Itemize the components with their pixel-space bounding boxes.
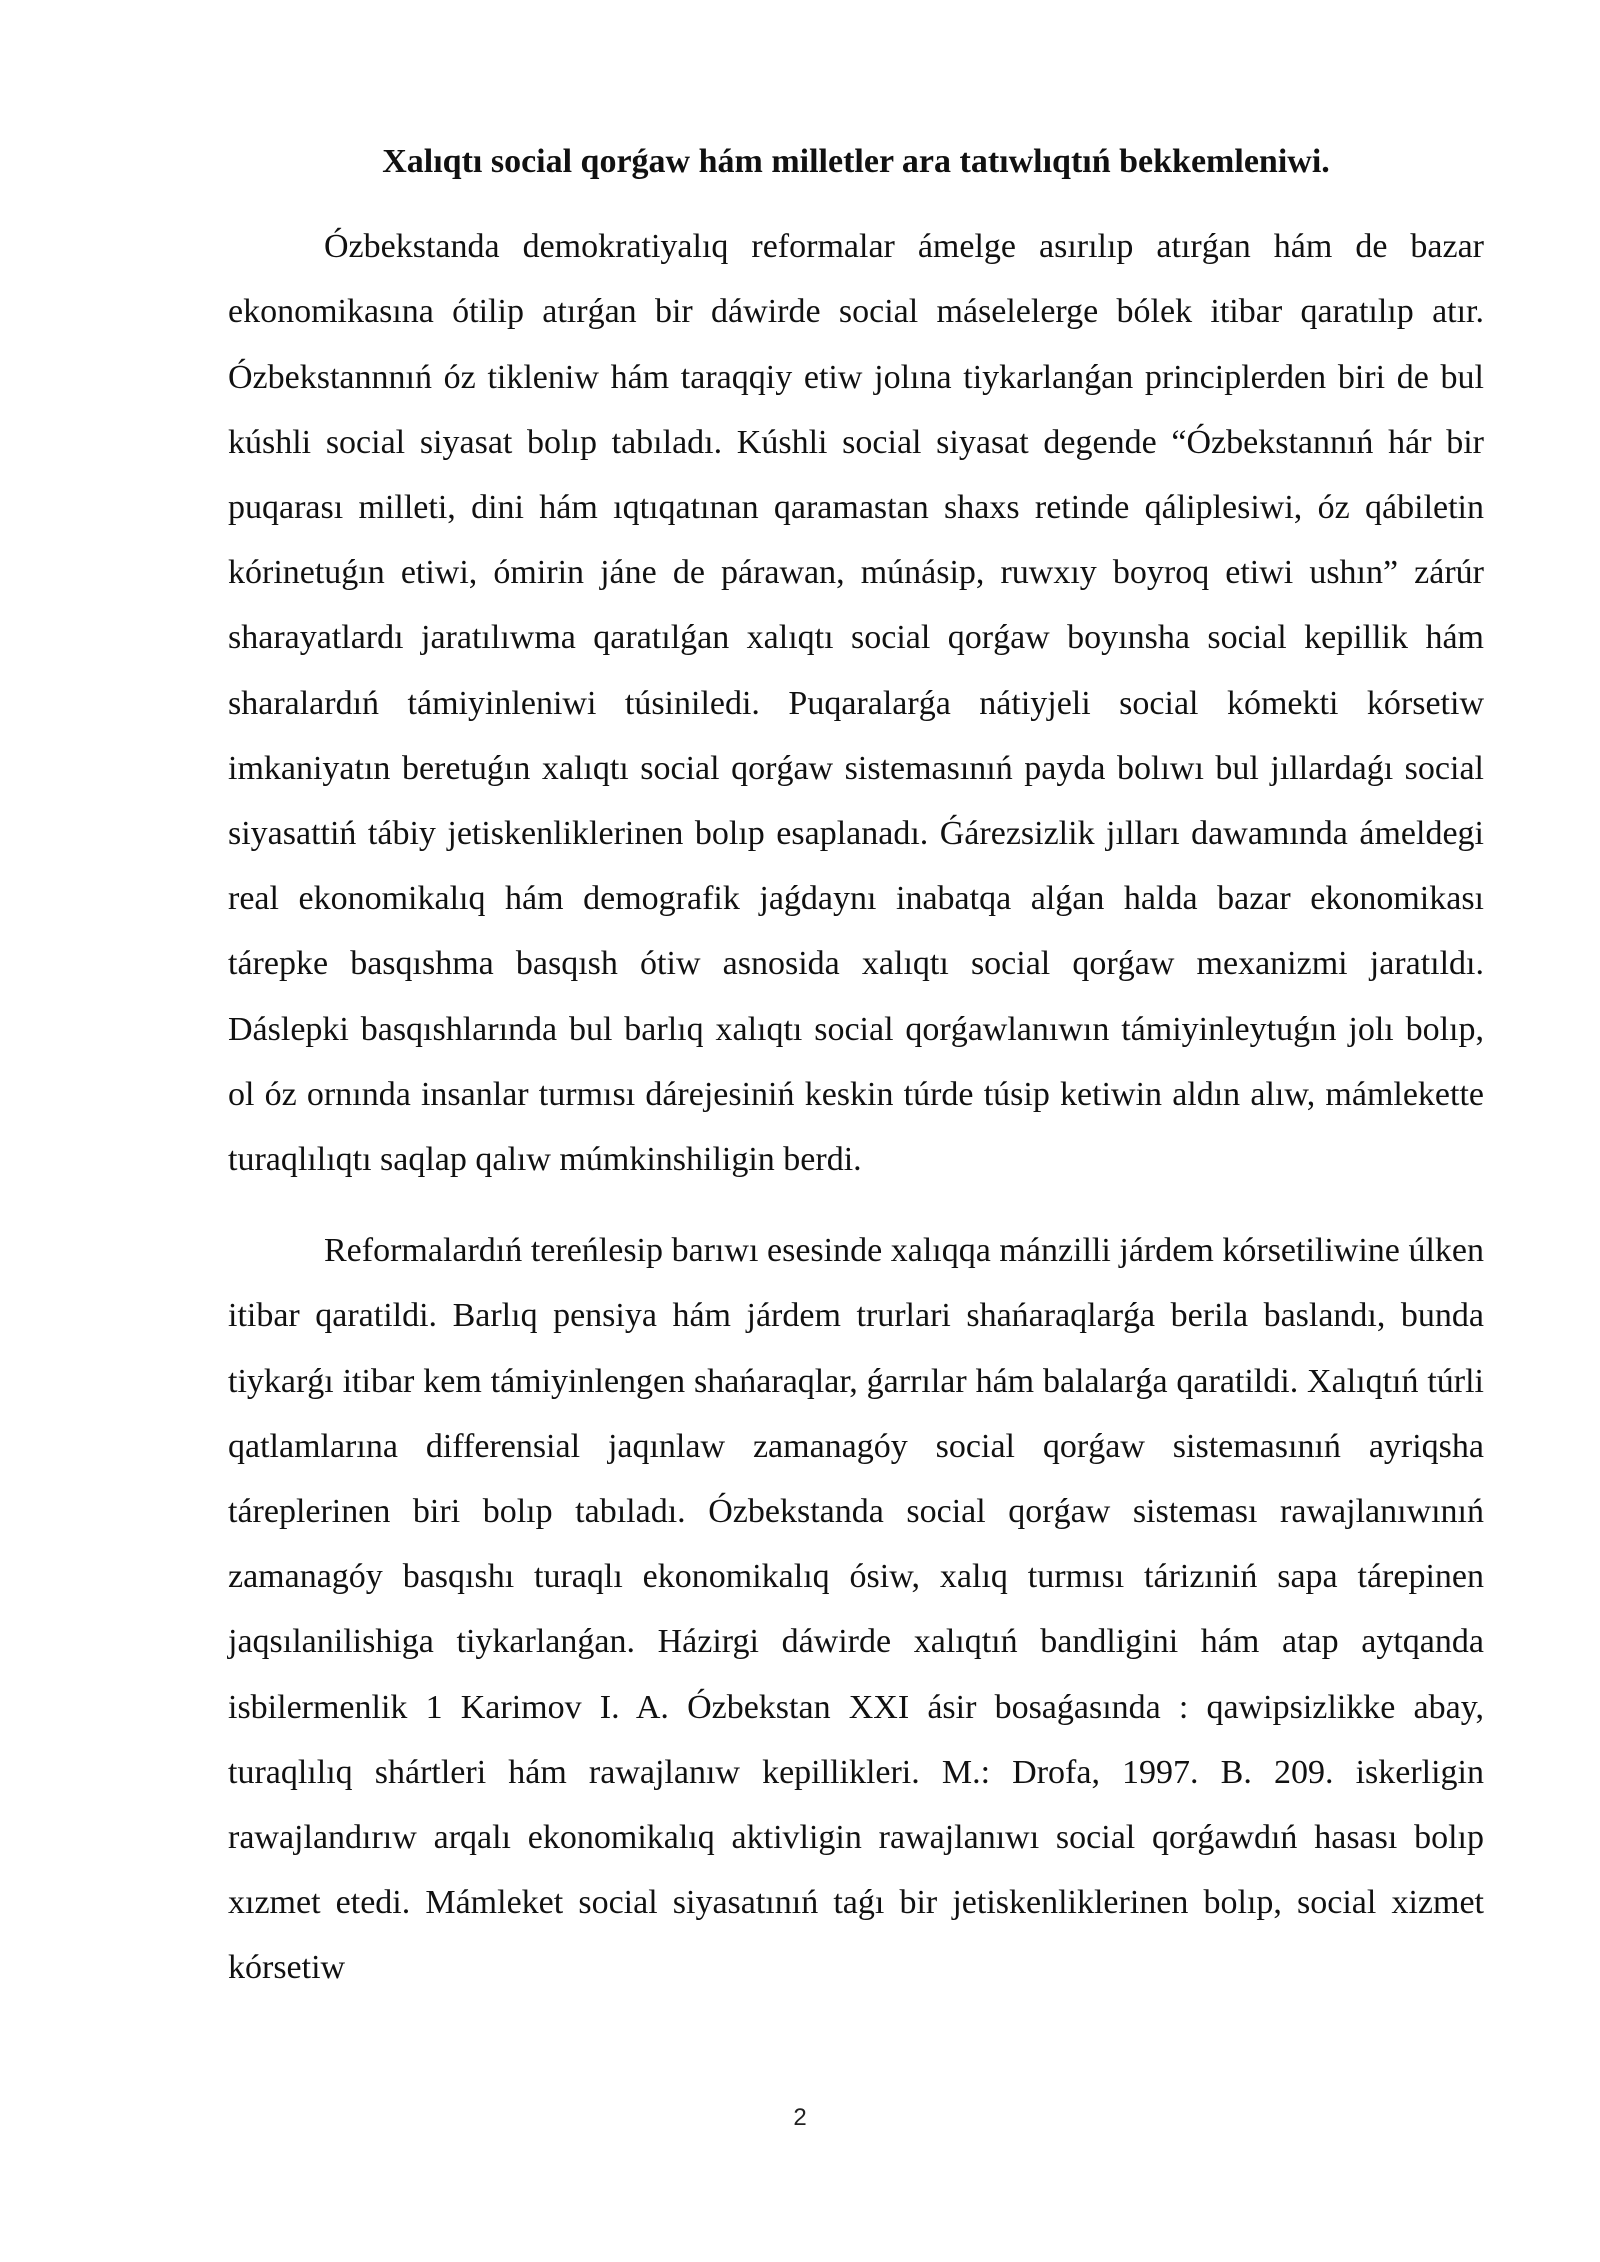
page-number: 2	[793, 2104, 807, 2131]
document-page	[228, 140, 1484, 2001]
document-title: Xalıqtı social qorǵaw hám milletler ara tatıwlıqtıń bekkemleniwi.	[382, 143, 1330, 180]
body-paragraph-1: Ózbekstanda demokratiyalıq reformalar ámelge asırılıp atırǵan hám de bazar ekonomikasına ótilip atırǵan bir dáwirde social máselelerge bólek itibar qaratılıp atır. Ózbekstannnıń óz tikleniw hám taraqqiy etiw jolına tiykarlanǵan principlerden biri de bul kúshli social siyasat bolıp tabıladı. Kúshli social siyasat degende “Ózbekstannıń hár bir puqarası milleti, dini hám ıqtıqatınan qaramastan shaxs retinde qáliplesiwi, óz qábiletin kórinetuǵın etiwi, ómirin jáne de párawan, múnásip, ruwxıy boyroq etiwi ushın” zárúr sharayatlardı jaratılıwma qaratılǵan xalıqtı social qorǵaw boyınsha social kepillik hám sharalardıń támiyinleniwi túsiniledi. Puqaralarǵa nátiyjeli social kómekti kórsetiw imkaniyatın beretuǵın xalıqtı social qorǵaw sistemasınıń payda bolıwı bul jıllardaǵı social siyasattiń tábiy jetiskenliklerinen bolıp esaplanadı. Ǵárezsizlik jılları dawamında ámeldegi real ekonomikalıq hám demografik jaǵdaynı inabatqa alǵan halda bazar ekonomikası tárepke basqıshma basqısh ótiw asnosida xalıqtı social qorǵaw mexanizmi jaratıldı. Dáslepki basqıshlarında bul barlıq xalıqtı social qorǵawlanıwın támiyinleytuǵın jolı bolıp, ol óz ornında insanlar turmısı dárejesiniń keskin túrde túsip ketiwin aldın alıw, mámlekette turaqlılıqtı saqlap qalıw múmkinshiligin berdi.	[228, 228, 1484, 1179]
body-paragraph-2: Reformalardıń tereńlesip barıwı esesinde xalıqqa mánzilli járdem kórsetiliwine úlken itibar qaratildi. Barlıq pensiya hám járdem trurlari shańaraqlarǵa berila baslandı, bunda tiykarǵı itibar kem támiyinlengen shańaraqlar, ǵarrılar hám balalarǵa qaratildi. Xalıqtıń túrli qatlamlarına differensial jaqınlaw zamanagóy social qorǵaw sistemasınıń ayriqsha táreplerinen biri bolıp tabıladı. Ózbekstanda social qorǵaw sisteması rawajlanıwınıń zamanagóy basqıshı turaqlı ekonomikalıq ósiw, xalıq turmısı tárizıniń sapa tárepinen jaqsılanilishiga tiykarlanǵan. Házirgi dáwirde xalıqtıń bandligini hám atap aytqanda isbilermenlik 1 Karimov I. A. Ózbekstan XXI ásir bosaǵasında : qawipsizlikke abay, turaqlılıq shártleri hám rawajlanıw kepillikleri. M.: Drofa, 1997. B. 209. iskerligin rawajlandırıw arqalı ekonomikalıq aktivligin rawajlanıwı social qorǵawdıń hasası bolıp xızmet etedi. Mámleket social siyasatınıń taǵı bir jetiskenliklerinen bolıp, social xizmet kórsetiw	[228, 1232, 1484, 1987]
